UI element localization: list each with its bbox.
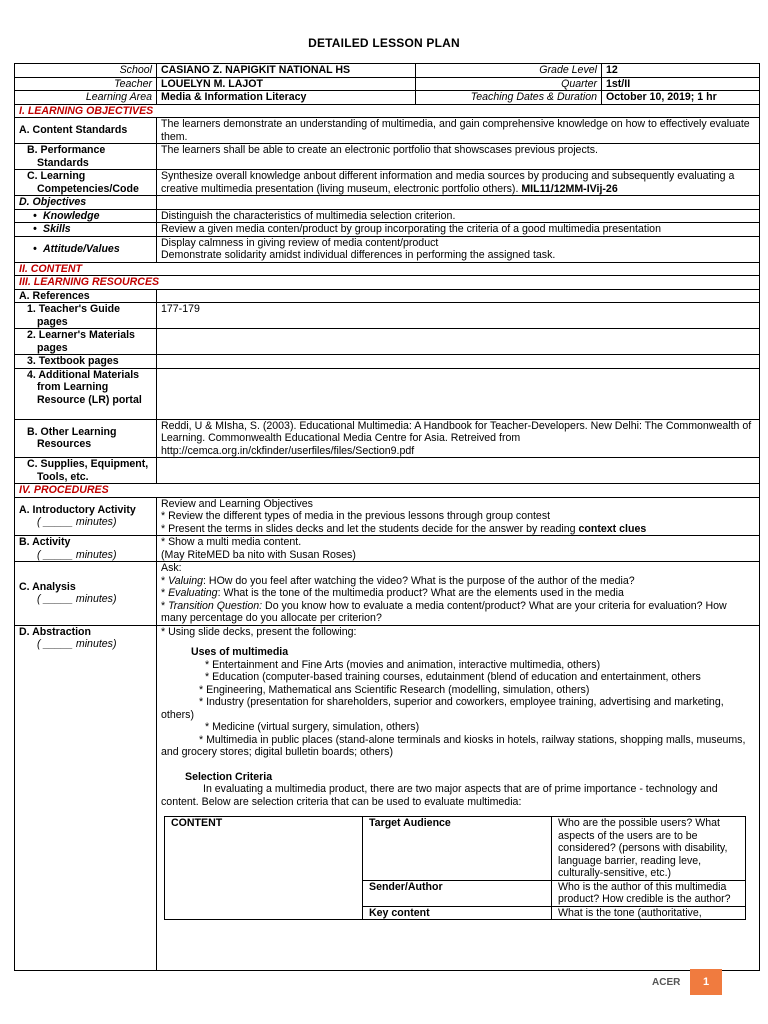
abstraction-cell [157, 625, 760, 970]
teaching-dates-value: October 10, 2019; 1 hr [602, 91, 760, 105]
use-item-5: * Medicine (virtual surgery, simulation, others) [205, 721, 420, 733]
objectives-label: D. Objectives [15, 196, 157, 210]
competencies-cell [157, 170, 760, 196]
additional-materials-label: 4. Additional Materials from Learning Resource (LR) portal [15, 368, 157, 419]
abstraction-minutes: ( _____ minutes) [37, 638, 117, 650]
textbook-pages-label: 3. Textbook pages [15, 355, 157, 369]
learners-materials-label: 2. Learner's Materials pages [15, 329, 157, 355]
attitude-text-1: Display calmness in giving review of media content/product [161, 236, 439, 249]
use-item-4: * Industry (presentation for shareholders, superior and coworkers, employee training, advertising and marketing, others) [161, 696, 724, 721]
performance-standards-label: B. Performance Standards [15, 144, 157, 170]
attitude-label: • Attitude/Values [15, 236, 157, 262]
analysis-evaluating: * Evaluating: What is the tone of the multimedia product? What are the elements used in the media [161, 587, 624, 599]
use-item-6: * Multimedia in public places (stand-alone terminals and kiosks in hotels, railway stations, shopping malls, museums, and grocery stores; digital bulletin boards; others) [161, 733, 746, 758]
teaching-dates-label: Teaching Dates & Duration [416, 91, 602, 105]
page-title: DETAILED LESSON PLAN [308, 36, 460, 50]
content-standards-label: A. Content Standards [15, 118, 157, 144]
content-standards-text: The learners demonstrate an understanding of multimedia, and gain comprehensive knowledge on how to effectively evaluate them. [157, 118, 760, 144]
supplies-label: C. Supplies, Equipment, Tools, etc. [15, 458, 157, 484]
teachers-guide-label: 1. Teacher's Guide pages [15, 303, 157, 329]
criteria-row-desc: Who is the author of this multimedia product? How credible is the author? [552, 880, 746, 906]
section-learning-objectives: I. LEARNING OBJECTIVES [15, 104, 760, 118]
analysis-label-cell [15, 562, 157, 626]
teachers-guide-pages: 177-179 [157, 303, 760, 329]
competencies-label: C. Learning Competencies/Code [15, 170, 157, 196]
competencies-text: Synthesize overall knowledge anbout different information and media sources by producing and subsequently evaluating a creative multimedia presentation (living museum, electronic portfolio others). [161, 170, 735, 195]
page-number-badge: 1 [690, 969, 722, 995]
criteria-table [164, 816, 746, 920]
abstraction-label-cell [15, 625, 157, 970]
learning-area-value: Media & Information Literacy [157, 91, 416, 105]
criteria-col-content: CONTENT [165, 817, 363, 920]
analysis-ask: Ask: [161, 562, 182, 574]
quarter-value: 1st/II [602, 77, 760, 91]
intro-text-3: * Present the terms in slides decks and let the students decide for the answer by reading context clues [161, 522, 647, 535]
activity-label: B. Activity [19, 536, 71, 548]
criteria-row-desc: What is the tone (authoritative, [552, 906, 746, 920]
use-item-3: * Engineering, Mathematical ans Scientific Research (modelling, simulation, others) [199, 683, 590, 696]
activity-cell [157, 536, 760, 562]
section-learning-resources: III. LEARNING RESOURCES [15, 276, 760, 290]
section-content: II. CONTENT [15, 262, 760, 276]
criteria-row-name: Key content [363, 906, 552, 920]
learning-area-label: Learning Area [15, 91, 157, 105]
criteria-row-name: Target Audience [363, 817, 552, 881]
analysis-minutes: ( _____ minutes) [37, 593, 117, 606]
competency-code: MIL11/12MM-IVij-26 [521, 182, 618, 195]
use-item-1: * Entertainment and Fine Arts (movies and animation, interactive multimedia, others) [205, 658, 601, 671]
analysis-label: C. Analysis [19, 580, 76, 593]
teacher-value: LOUELYN M. LAJOT [157, 77, 416, 91]
skills-text: Review a given media conten/product by group incorporating the criteria of a good multimedia presentation [157, 223, 760, 237]
criteria-text: In evaluating a multimedia product, there are two major aspects that are of prime importance - technology and content. Below are selection criteria that can be used to evaluate multimedia: [161, 783, 718, 808]
activity-minutes: ( _____ minutes) [37, 548, 117, 561]
criteria-heading: Selection Criteria [185, 770, 273, 783]
activity-label-cell [15, 536, 157, 562]
quarter-label: Quarter [416, 77, 602, 91]
uses-heading: Uses of multimedia [191, 646, 289, 658]
abstraction-label: D. Abstraction [19, 625, 92, 638]
intro-text-2: * Review the different types of media in the previous lessons through group contest [161, 510, 551, 522]
use-item-2: * Education (computer-based training courses, edutainment (blend of education and entertainment, others [205, 671, 701, 683]
attitude-text-2: Demonstrate solidarity amidst individual differences in performing the assigned task. [161, 249, 556, 261]
grade-level-label: Grade Level [416, 64, 602, 78]
skills-label: • Skills [15, 223, 157, 237]
other-resources-text: Reddi, U & MIsha, S. (2003). Educational Multimedia: A Handbook for Teacher-Developers. New Delhi: The Commonwealth of Learning. Commonwealth Educational Media Centre for Asia. Retreived from http://cemca.org.in/ckfinder/userfiles/files/Section9.pdf [157, 419, 760, 458]
grade-level-value: 12 [602, 64, 760, 78]
knowledge-text: Distinguish the characteristics of multimedia selection criterion. [157, 209, 760, 223]
intro-text-1: Review and Learning Objectives [161, 497, 313, 510]
intro-activity-label: A. Introductory Activity [19, 503, 136, 516]
school-value: CASIANO Z. NAPIGKIT NATIONAL HS [157, 64, 416, 78]
activity-text-1: * Show a multi media content. [161, 536, 302, 548]
analysis-valuing: * Valuing: HOw do you feel after watching the video? What is the purpose of the author of the media? [161, 574, 635, 587]
criteria-row-name: Sender/Author [363, 880, 552, 906]
intro-activity-label-cell [15, 497, 157, 536]
activity-text-2: (May RiteMED ba nito with Susan Roses) [161, 548, 356, 561]
intro-minutes: ( _____ minutes) [37, 516, 117, 529]
abstraction-intro: * Using slide decks, present the following: [161, 625, 357, 638]
section-procedures: IV. PROCEDURES [15, 484, 760, 498]
performance-standards-text: The learners shall be able to create an electronic portfolio that showscases previous projects. [157, 144, 760, 170]
knowledge-label: • Knowledge [15, 209, 157, 223]
teacher-label: Teacher [15, 77, 157, 91]
criteria-row-desc: Who are the possible users? What aspects of the users are to be considered? (persons with disability, language barrier, reading leve, culturally-sensitive, etc.) [552, 817, 746, 881]
other-resources-label: B. Other Learning Resources [15, 419, 157, 458]
school-label: School [15, 64, 157, 78]
analysis-cell [157, 562, 760, 626]
references-label: A. References [15, 289, 157, 303]
analysis-transition: * Transition Question: Do you know how to evaluate a media content/product? What are your criteria for evaluation? How many percentage do you allocate per criterion? [161, 599, 727, 624]
lesson-plan-table [14, 63, 760, 971]
footer-brand: ACER [652, 977, 681, 988]
intro-activity-cell [157, 497, 760, 536]
attitude-cell [157, 236, 760, 262]
